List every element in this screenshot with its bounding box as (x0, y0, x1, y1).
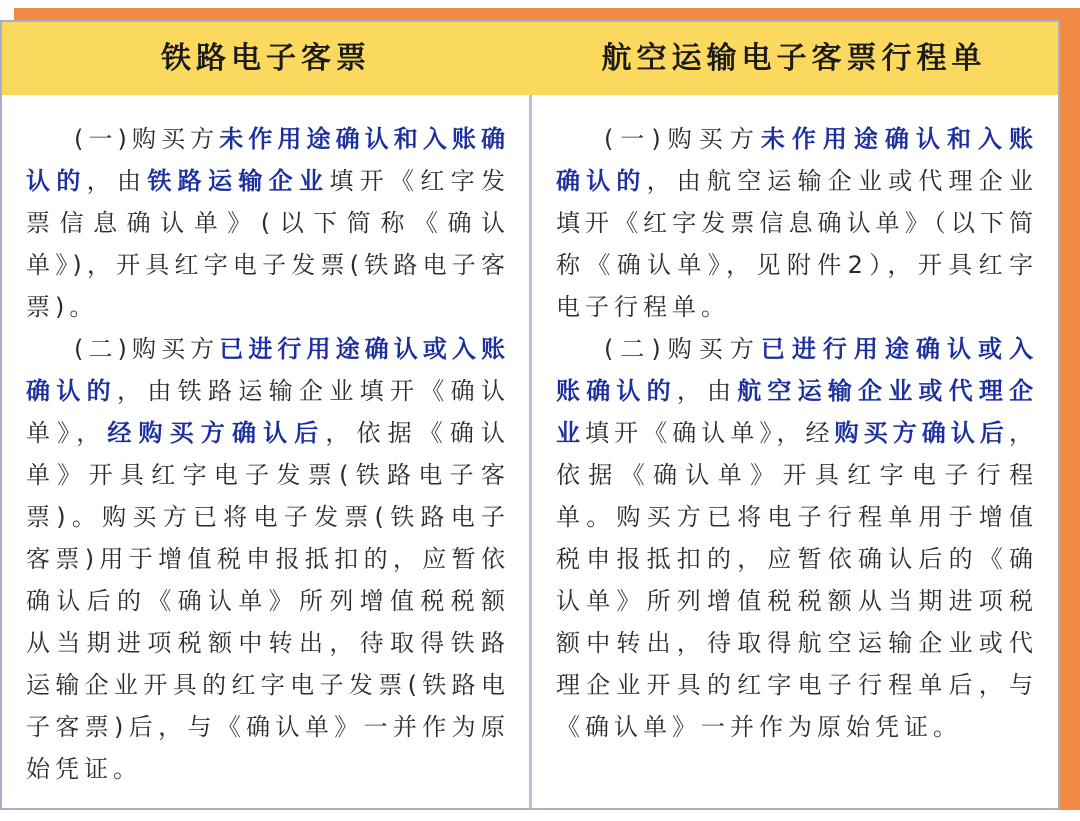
table-header (2, 22, 1058, 95)
decorative-shadow-right (1058, 8, 1080, 810)
column-title-railway: 铁路电子客票 (161, 41, 371, 76)
text-segment: ，由 (86, 167, 148, 195)
text-segment: ，依据《确认单》开具红字电子发票(铁路电子客票)。购买方已将电子发票(铁路电子客票)用于增值税申报抵扣的，应暂依确认后的《确认单》所列增值税税额从当期进项税额中转出，待取得铁路运输企业开具的红字电子发票(铁路电子客票)后，与《确认单》一并作为原始凭证。 (26, 419, 511, 783)
text-segment: ，由航空运输企业或代理企业填开《红字发票信息确认单》（以下简称《确认单》，见附件2），开具红字电子行程单。 (556, 167, 1039, 321)
paragraph (26, 118, 510, 328)
highlight-segment: 已进行用途确认或入账确认的 (556, 335, 1038, 405)
text-segment: (一)购买方 (74, 125, 220, 153)
text-segment: ，依据《确认单》开具红字电子行程单。购买方已将电子行程单用于增值税申报抵扣的，应暂依确认后的《确认单》所列增值税税额从当期进项税额中转出，待取得航空运输企业或代理企业开具的红字电子行程单后，与《确认单》一并作为原始凭证。 (556, 419, 1038, 741)
highlight-segment: 未作用途确认和入账确认的 (26, 125, 510, 195)
highlight-segment: 铁路运输企业 (147, 167, 330, 195)
highlight-segment: 经购买方确认后 (107, 419, 326, 447)
text-segment: ，由 (676, 377, 738, 405)
paragraph (26, 328, 510, 790)
highlight-segment: 未作用途确认和入账确认的 (556, 125, 1038, 195)
paragraph (556, 328, 1038, 748)
text-segment: ，由铁路运输企业填开《确认单》， (26, 377, 510, 447)
text-segment: 填开《确认单》，经 (585, 419, 835, 447)
text-segment: (二)购买方 (604, 335, 761, 363)
column-title-aviation: 航空运输电子客票行程单 (601, 41, 987, 76)
text-segment: 填开《红字发票信息确认单》(以下简称《确认单》)，开具红字电子发票(铁路电子客票)。 (26, 167, 511, 321)
paragraph (556, 118, 1038, 328)
text-segment: (二)购买方 (74, 335, 220, 363)
comparison-table (0, 20, 1060, 810)
highlight-segment: 购买方确认后 (834, 419, 1009, 447)
highlight-segment: 航空运输企业或代理企业 (556, 377, 1039, 447)
column-body-aviation (556, 118, 1038, 748)
text-segment: (一)购买方 (604, 125, 761, 153)
highlight-segment: 已进行用途确认或入账确认的 (26, 335, 510, 405)
column-body-railway (26, 118, 510, 790)
column-divider (529, 95, 532, 808)
